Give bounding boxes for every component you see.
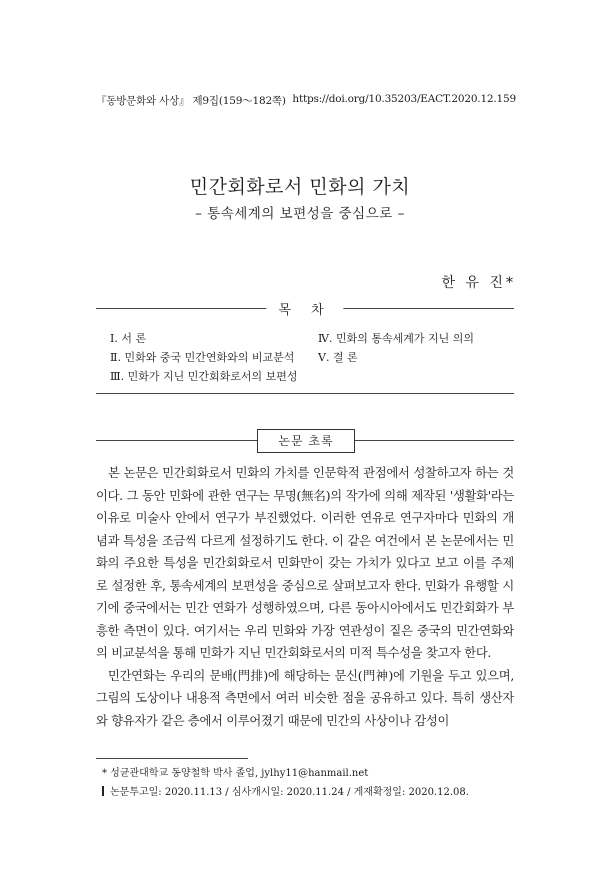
author-name: 한 유 진* — [441, 275, 516, 291]
bar-marker-icon — [102, 786, 104, 796]
footnote-dates: 논문투고일: 2020.11.13 / 심사개시일: 2020.11.24 / 게재확정일: 2020.12.08. — [110, 787, 469, 798]
abstract-paragraph: 본 논문은 민간회화로서 민화의 가치를 인문학적 관점에서 성찰하고자 하는 것이다. 그 동안 민화에 관한 연구는 무명(無名)의 작가에 의해 제작된 '생활화'라는 이유로 미술사 안에서 연구가 부진했었다. 이러한 연유로 연구자마다 민화의 개념과 특성을 조금씩 다르게 설정하기도 한다. 이 같은 여건에서 본 논문에서는 민화의 주요한 특성을 민간회화로서 민화만이 갖는 가치가 있다고 보고 이를 주제로 설정한 후, 통속세계의 보편성을 중심으로 살펴보고자 한다. 민화가 유행할 시기에 중국에서는 민간 연화가 성행하였으며, 다른 동아시아에서도 민간회화가 부흥한 측면이 있다. 여기서는 우리 민화와 가장 연관성이 짙은 중국의 민간연화와의 비교분석을 통해 민화가 지닌 민간회화로서의 미적 특수성을 찾고자 한다. — [96, 466, 514, 660]
toc-column-left — [110, 329, 297, 386]
footnotes — [96, 764, 516, 802]
doi-link[interactable]: https://doi.org/10.35203/EACT.2020.12.159 — [292, 93, 516, 105]
abstract-paragraph: 민간연화는 우리의 문배(門排)에 해당하는 문신(門神)에 기원을 두고 있으며, 그림의 도상이나 내용적 측면에서 여러 비슷한 점을 공유하고 있다. 특히 생산자와 향유자가 같은 층에서 이루어졌기 때문에 민간의 사상이나 감성이 — [96, 668, 514, 728]
footnote-divider — [96, 758, 248, 759]
toc-item: Ⅱ. 민화와 중국 민간연화와의 비교분석 — [110, 351, 295, 364]
toc-item: Ⅴ. 결 론 — [318, 351, 358, 364]
toc-item: Ⅳ. 민화의 통속세계가 지닌 의의 — [318, 332, 474, 345]
abstract-label: 논문 초록 — [257, 429, 355, 453]
footnote-dates-line — [96, 783, 516, 802]
table-of-contents — [96, 303, 514, 394]
paper-subtitle: – 통속세계의 보편성을 중심으로 – — [195, 206, 405, 222]
footnote-affiliation: * 성균관대학교 동양철학 박사 졸업, jylhy11@hanmail.net — [102, 768, 369, 779]
running-header — [96, 93, 516, 108]
paper-title: 민간회화로서 민화의 가치 — [189, 176, 411, 198]
abstract-body — [96, 462, 514, 732]
journal-citation: 『동방문화와 사상』 제9집(159～182쪽) — [96, 95, 286, 107]
toc-column-right — [318, 329, 474, 367]
toc-heading: 목 차 — [266, 299, 343, 318]
toc-item: Ⅲ. 민화가 지닌 민간회화로서의 보편성 — [110, 370, 298, 383]
toc-item: Ⅰ. 서 론 — [110, 332, 147, 345]
